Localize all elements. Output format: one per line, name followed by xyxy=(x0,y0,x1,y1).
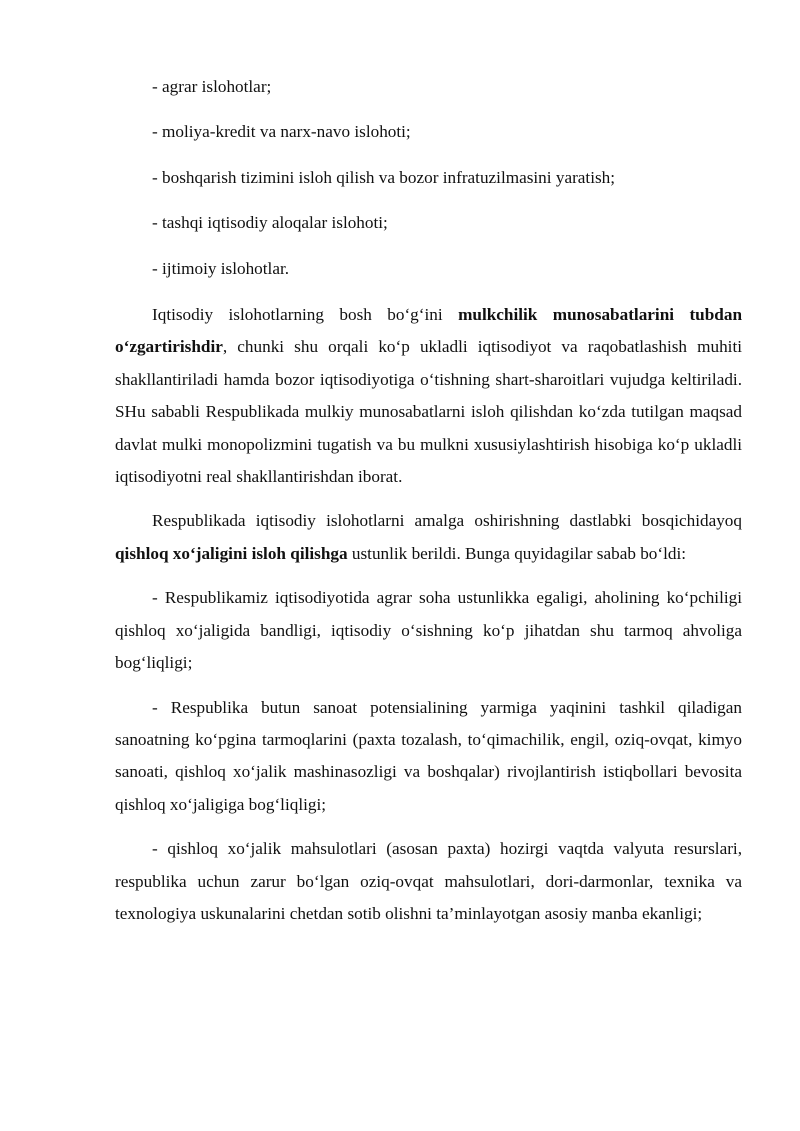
list-item-moliya: - moliya-kredit va narx-navo islohoti; xyxy=(152,122,411,142)
reason-item-agrar: - Respublikamiz iqtisodiyotida agrar soha ustunlikka egaligi, aholining ko‘pchiligi qishloq xo‘jaligida bandligi, iqtisodiy o‘sishning ko‘p jihatdan shu tarmoq ahvoliga bog‘liqligi; xyxy=(115,588,742,673)
paragraph-qishloq xyxy=(115,505,742,570)
paragraph-qishloq-start: Respublikada iqtisodiy islohotlarni amalga oshirishning dastlabki bosqichidayoq xyxy=(152,511,742,531)
document-body xyxy=(115,71,742,942)
reason-item-valyuta: - qishloq xo‘jalik mahsulotlari (asosan paxta) hozirgi vaqtda valyuta resurslari, respublika uchun zarur bo‘lgan oziq-ovqat mahsulotlari, dori-darmonlar, texnika va texnologiya uskunalarini chetdan sotib olishni ta’minlayotgan asosiy manba ekanligi; xyxy=(115,839,742,923)
reason-item-sanoat: - Respublika butun sanoat potensialining yarmiga yaqinini tashkil qiladigan sanoatning ko‘pgina tarmoqlarini (paxta tozalash, to‘qimachilik, engil, oziq-ovqat, kimyo sanoati, qishloq xo‘jalik mashinasozligi va boshqalar) rivojlantirish istiqbollari bevosita qishloq xo‘jaligiga bog‘liqligi; xyxy=(115,697,742,814)
list-item-agrar: - agrar islohotlar; xyxy=(152,77,272,96)
paragraph-mulkchilik-end: , chunki shu orqali ko‘p ukladli iqtisodiyot va raqobatlashish muhiti shakllantiriladi hamda bozor iqtisodiyotiga o‘tishning shart-sharoitlari vujudga keltiriladi. SHu sababli Respublikada mulkiy munosabatlarni isloh qilishdan ko‘zda tutilgan maqsad davlat mulki monopolizmini tugatish va bu mulkni xususiylashtirish hisobiga ko‘p ukladli iqtisodiyotni real shakllantirishdan iborat. xyxy=(115,337,742,487)
paragraph-mulkchilik-start: Iqtisodiy islohotlarning bosh bo‘g‘ini xyxy=(152,305,459,325)
paragraph-mulkchilik-bold: mulkchilik munosabatlarini tubdan o‘zgartirishdir xyxy=(115,305,742,357)
list-item-boshqarish: - boshqarish tizimini isloh qilish va bozor infratuzilmasini yaratish; xyxy=(152,167,616,187)
list-item-ijtimoiy: - ijtimoiy islohotlar. xyxy=(152,258,290,278)
paragraph-qishloq-end: ustunlik berildi. Bunga quyidagilar sabab bo‘ldi: xyxy=(347,543,687,563)
paragraph-mulkchilik xyxy=(115,299,742,493)
list-item-tashqi: - tashqi iqtisodiy aloqalar islohoti; xyxy=(152,213,388,233)
paragraph-qishloq-bold: qishloq xo‘jaligini isloh qilishga xyxy=(115,543,348,563)
